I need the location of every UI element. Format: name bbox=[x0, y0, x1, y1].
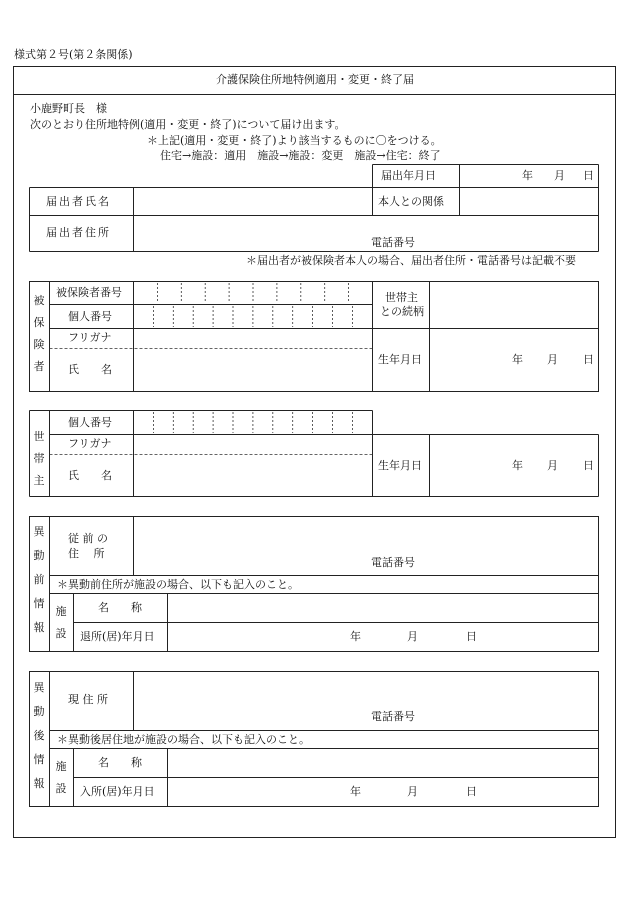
submit-date-label: 届出年月日 bbox=[381, 169, 436, 182]
prev-phone-label: 電話番号 bbox=[371, 556, 415, 569]
after-info-vertical-label bbox=[31, 676, 47, 796]
before-char-3: 前 bbox=[33, 573, 45, 586]
head-birth-day-unit: 日 bbox=[583, 459, 594, 472]
submitter-name-label: 届出者氏名 bbox=[46, 195, 111, 208]
submitter-phone-label: 電話番号 bbox=[371, 236, 415, 249]
exit-year-unit: 年 bbox=[350, 630, 361, 643]
head-birthdate-label: 生年月日 bbox=[378, 459, 422, 472]
insured-char-2: 保 bbox=[33, 316, 45, 329]
insured-birth-month-unit: 月 bbox=[547, 353, 558, 366]
after-char-3: 後 bbox=[33, 729, 45, 742]
after-char-4: 情 bbox=[33, 753, 45, 766]
before-char-4: 情 bbox=[33, 597, 45, 610]
head-char-3: 主 bbox=[33, 474, 45, 487]
instruction-text: ＊上記(適用・変更・終了)より該当するものに〇をつける。 bbox=[147, 134, 442, 147]
current-phone-label: 電話番号 bbox=[371, 710, 415, 723]
before-facility-char-1: 施 bbox=[55, 605, 67, 618]
submitter-address-label: 届出者住所 bbox=[46, 226, 111, 239]
mapping-text: 住宅→施設：適用 施設→施設：変更 施設→住宅：終了 bbox=[160, 149, 441, 162]
prev-address-label-2: 住 所 bbox=[68, 547, 105, 560]
insured-personal-number-label: 個人番号 bbox=[68, 310, 112, 323]
relation-head-label-1: 世帯主 bbox=[385, 291, 418, 304]
after-facility-note: ＊異動後居住地が施設の場合、以下も記入のこと。 bbox=[57, 733, 310, 746]
before-facility-vertical-label bbox=[53, 601, 69, 645]
after-char-5: 報 bbox=[33, 777, 45, 790]
head-char-2: 帯 bbox=[33, 452, 45, 465]
submit-month-unit: 月 bbox=[554, 169, 565, 182]
before-facility-note: ＊異動前住所が施設の場合、以下も記入のこと。 bbox=[57, 578, 299, 591]
submitter-note: ＊届出者が被保険者本人の場合、届出者住所・電話番号は記載不要 bbox=[246, 254, 576, 267]
relation-head-label-2: との続柄 bbox=[380, 305, 424, 318]
insured-birthdate-label: 生年月日 bbox=[378, 353, 422, 366]
before-char-1: 異 bbox=[33, 525, 45, 538]
prev-address-label-1: 従 前 の bbox=[68, 532, 108, 545]
insured-birth-year-unit: 年 bbox=[512, 353, 523, 366]
relationship-label: 本人との関係 bbox=[378, 195, 444, 208]
head-birth-year-unit: 年 bbox=[512, 459, 523, 472]
household-head-vertical-label bbox=[31, 426, 47, 492]
after-facility-char-2: 設 bbox=[55, 782, 67, 795]
before-char-5: 報 bbox=[33, 621, 45, 634]
submit-day-unit: 日 bbox=[583, 169, 594, 182]
after-facility-vertical-label bbox=[53, 756, 69, 800]
exit-day-unit: 日 bbox=[466, 630, 477, 643]
current-address-label: 現 住 所 bbox=[68, 693, 108, 706]
head-birth-month-unit: 月 bbox=[547, 459, 558, 472]
insured-char-4: 者 bbox=[33, 360, 45, 373]
submit-year-unit: 年 bbox=[522, 169, 533, 182]
before-facility-char-2: 設 bbox=[55, 627, 67, 640]
head-personal-number-label: 個人番号 bbox=[68, 416, 112, 429]
before-info-vertical-label bbox=[31, 520, 47, 640]
insured-furigana-label: フリガナ bbox=[68, 331, 112, 344]
insured-birth-day-unit: 日 bbox=[583, 353, 594, 366]
before-char-2: 動 bbox=[33, 549, 45, 562]
after-facility-name-label: 名 称 bbox=[98, 756, 142, 769]
entry-year-unit: 年 bbox=[350, 785, 361, 798]
entry-date-label: 入所(居)年月日 bbox=[80, 785, 155, 798]
head-name-label: 氏 名 bbox=[68, 469, 112, 482]
exit-month-unit: 月 bbox=[407, 630, 418, 643]
form-reference: 様式第２号(第２条関係) bbox=[14, 48, 133, 61]
insured-name-label: 氏 名 bbox=[68, 363, 112, 376]
insured-char-1: 被 bbox=[33, 294, 45, 307]
entry-month-unit: 月 bbox=[407, 785, 418, 798]
insured-vertical-label bbox=[31, 290, 47, 378]
insured-number-label: 被保険者番号 bbox=[56, 286, 122, 299]
form-title: 介護保険住所地特例適用・変更・終了届 bbox=[216, 73, 414, 86]
after-char-2: 動 bbox=[33, 705, 45, 718]
head-furigana-label: フリガナ bbox=[68, 437, 112, 450]
head-char-1: 世 bbox=[33, 430, 45, 443]
after-char-1: 異 bbox=[33, 681, 45, 694]
exit-date-label: 退所(居)年月日 bbox=[80, 630, 155, 643]
addressee: 小鹿野町長 様 bbox=[30, 102, 107, 115]
before-facility-name-label: 名 称 bbox=[98, 601, 142, 614]
after-facility-char-1: 施 bbox=[55, 760, 67, 773]
intro-text: 次のとおり住所地特例(適用・変更・終了)について届け出ます。 bbox=[30, 118, 346, 131]
entry-day-unit: 日 bbox=[466, 785, 477, 798]
insured-char-3: 険 bbox=[33, 338, 45, 351]
